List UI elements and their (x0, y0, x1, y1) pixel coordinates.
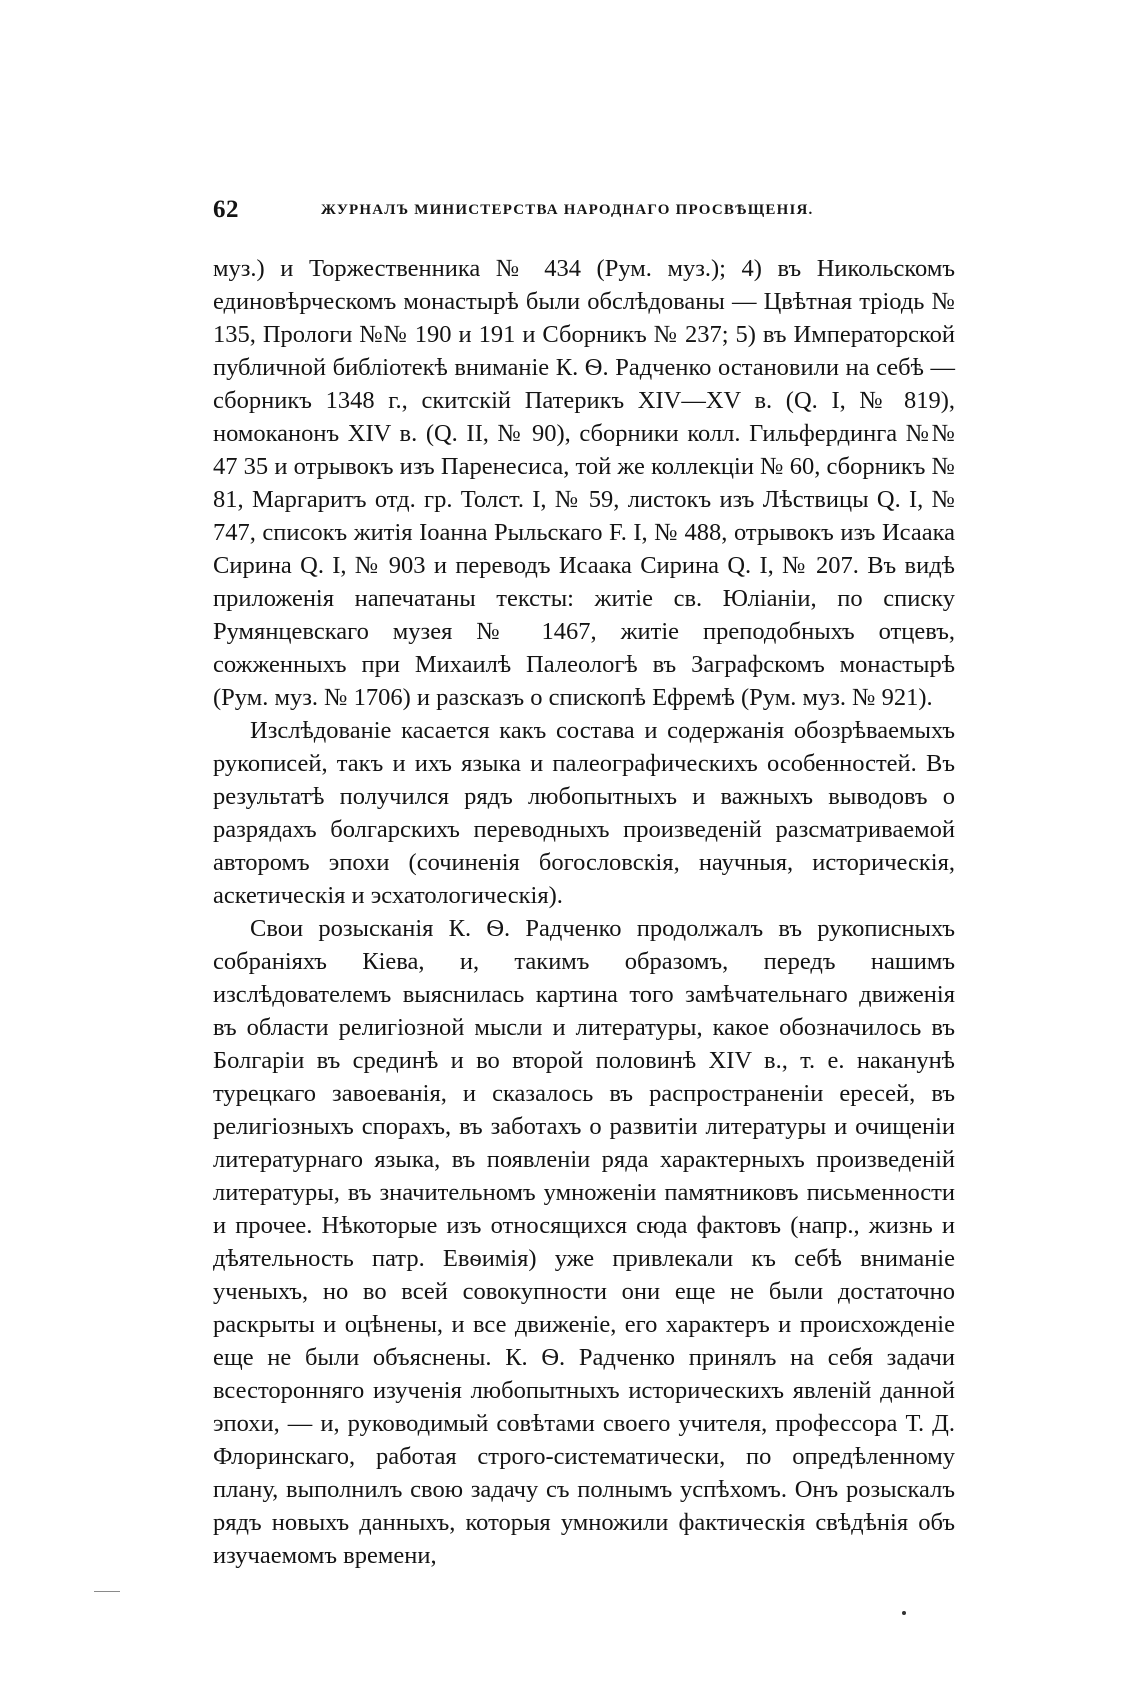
paragraph: муз.) и Торжественника № 434 (Рум. муз.); 4) въ Никольскомъ единовѣрческомъ монастырѣ были обслѣдованы — Цвѣтная тріодь № 135, Прологи №№ 190 и 191 и Сборникъ № 237; 5) въ Императорской публичной библіотекѣ вниманіе К. Ѳ. Радченко остановили на себѣ — сборникъ 1348 г., скитскій Патерикъ XIV—XV в. (Q. I, № 819), номоканонъ XIV в. (Q. II, № 90), сборники колл. Гильфердинга №№ 47 35 и отрывокъ изъ Паренесиса, той же коллекціи № 60, сборникъ № 81, Маргаритъ отд. гр. Толст. I, № 59, листокъ изъ Лѣствицы Q. I, № 747, списокъ житія Іоанна Рыльскаго F. I, № 488, отрывокъ изъ Исаака Сирина Q. I, № 903 и переводъ Исаака Сирина Q. I, № 207. Въ видѣ приложенія напечатаны тексты: житіе св. Юліаніи, по списку Румянцевскаго музея № 1467, житіе преподобныхъ отцевъ, сожженныхъ при Михаилѣ Палеологѣ въ Заграфскомъ монастырѣ (Рум. муз. № 1706) и разсказъ о спископѣ Ефремѣ (Рум. муз. № 921). (213, 255, 955, 711)
margin-dash (94, 1591, 120, 1592)
running-title: ЖУРНАЛЪ МИНИСТЕРСТВА НАРОДНАГО ПРОСВѢЩЕНІЯ. (321, 202, 814, 218)
paragraph: Свои розысканія К. Ѳ. Радченко продолжалъ въ рукописныхъ собраніяхъ Кіева, и, такимъ образомъ, передъ нашимъ изслѣдователемъ выяснилась картина того замѣчательнаго движенія въ области религіозной мысли и литературы, какое обозначилось въ Болгаріи въ срединѣ и во второй половинѣ XIV в., т. е. наканунѣ турецкаго завоеванія, и сказалось въ распространеніи ересей, въ религіозныхъ спорахъ, въ заботахъ о развитіи литературы и очищеніи литературнаго языка, въ появленіи ряда характерныхъ произведеній литературы, въ значительномъ умноженіи памятниковъ письменности и прочее. Нѣкоторые изъ относящихся сюда фактовъ (напр., жизнь и дѣятельность патр. Евѳимія) уже привлекали къ себѣ вниманіе ученыхъ, но во всей совокупности они еще не были достаточно раскрыты и оцѣнены, и все движеніе, его характеръ и происхожденіе еще не были объяснены. К. Ѳ. Радченко принялъ на себя задачи всесторонняго изученія любопытныхъ историческихъ явленій данной эпохи, — и, руководимый совѣтами своего учителя, профессора Т. Д. Флоринскаго, работая строго-систематически, по опредѣленному плану, выполнилъ свою задачу съ полнымъ успѣхомъ. Онъ розыскалъ рядъ новыхъ данныхъ, которыя умножили фактическія свѣдѣнія объ изучаемомъ времени, (213, 915, 955, 1569)
paragraph: Изслѣдованіе касается какъ состава и содержанія обозрѣваемыхъ рукописей, такъ и ихъ языка и палеографическихъ особенностей. Въ результатѣ получился рядъ любопытныхъ и важныхъ выводовъ о разрядахъ болгарскихъ переводныхъ произведеній разсматриваемой авторомъ эпохи (сочиненія богословскія, научныя, историческія, аскетическія и эсхатологическія). (213, 717, 955, 909)
body-text (213, 252, 955, 1572)
page-number: 62 (213, 196, 239, 223)
page-header (213, 196, 955, 230)
ink-speck (902, 1611, 906, 1615)
